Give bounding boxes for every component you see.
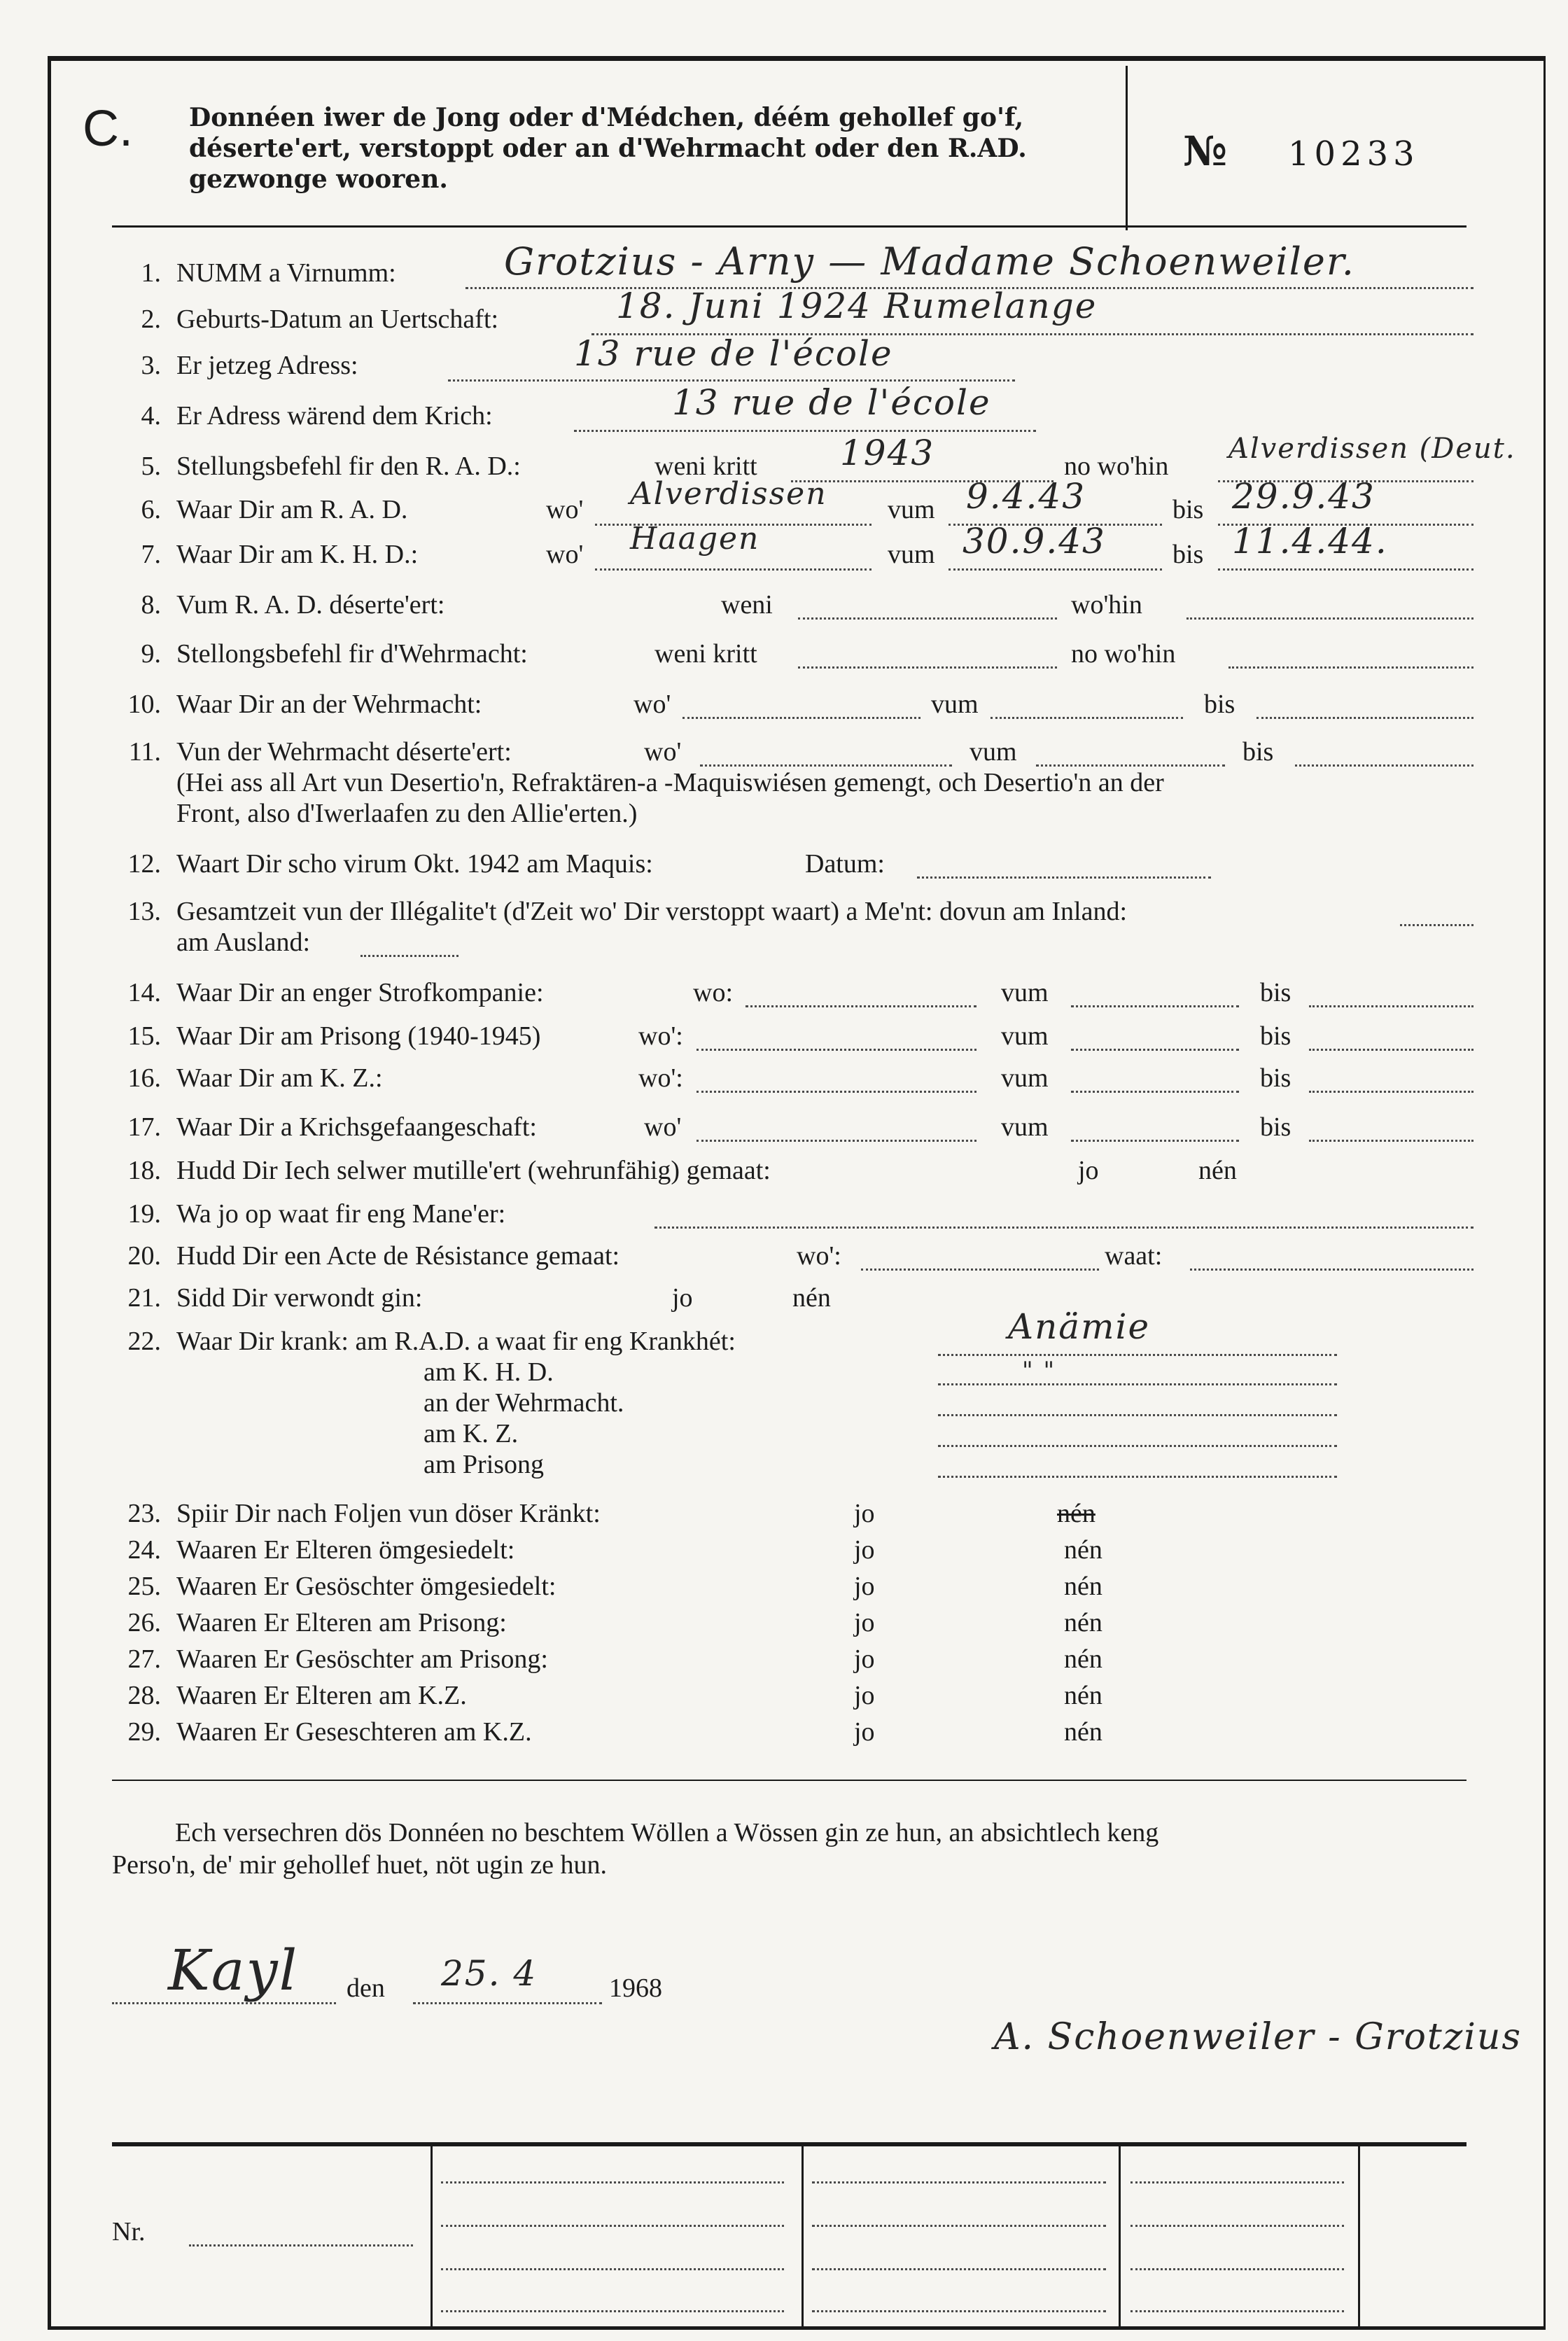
parents-prison-nen[interactable]: nén [1064,1608,1102,1637]
kz-vum-label: vum [1001,1063,1049,1093]
row-8 [105,589,444,620]
rad-vum-label: vum [888,495,935,524]
khd-wo-label: wo' [546,540,584,569]
row-number: 6. [141,495,161,524]
place-value[interactable]: Kayl [168,1938,299,2003]
prisong-vum-label: vum [1001,1021,1049,1051]
footer-divider-2 [802,2142,804,2330]
khd-bis-line [1218,568,1474,571]
row-label: Waar Dir am Prisong (1940-1945) [176,1021,541,1051]
form-title: Donnéen iwer de Jong oder d'Médchen, déém gehollef go'f, déserte'ert, verstoppt oder an d'Wehrmacht oder den R.AD. gezwonge wooren. [189,103,1027,194]
rad-desert-weni-label: weni [721,590,773,620]
footer-line [1130,2225,1344,2227]
footer-line [1130,2181,1344,2183]
row-15 [105,1021,540,1051]
khd-vum-value[interactable]: 30.9.43 [962,521,1106,561]
row-label: Waar Dir a Krichsgefaangeschaft: [176,1112,537,1142]
wounded-jo[interactable]: jo [672,1283,693,1313]
row-number: 11. [128,737,161,767]
strof-vum-line [1071,1005,1239,1007]
rad-order-wohin-label: no wo'hin [1064,452,1169,481]
kz-wo-line [696,1091,976,1093]
krichsgef-wo-label: wo' [644,1112,682,1142]
rad-bis-value[interactable]: 29.9.43 [1232,476,1376,517]
rad-order-wohin-value[interactable]: Alverdissen (Deut. [1228,433,1516,465]
birth-value[interactable]: 18. Juni 1924 Rumelange [616,286,1098,326]
row-number: 23. [127,1499,161,1528]
row-number: 4. [141,401,161,431]
row-number: 15. [127,1021,161,1051]
khd-bis-label: bis [1172,540,1204,569]
illness-sub-kz: am K. Z. [424,1419,519,1448]
desert-wo-line [700,764,952,767]
illness-prisong-line [938,1476,1337,1478]
parents-kz-jo[interactable]: jo [854,1681,875,1710]
siblings-kz-jo[interactable]: jo [854,1717,875,1747]
footer-top-rule [112,2142,1466,2146]
row-label: Waaren Er Gesöschter am Prisong: [176,1644,548,1674]
wehrmacht-vum-line [990,717,1183,719]
strof-vum-label: vum [1001,978,1049,1007]
siblings-kz-nen[interactable]: nén [1064,1717,1102,1747]
kz-bis-label: bis [1260,1063,1292,1093]
declaration-top-rule [112,1780,1466,1781]
row-26 [105,1607,507,1638]
row-number: 28. [127,1681,161,1710]
signature[interactable]: A. Schoenweiler - Grotzius [994,2016,1522,2058]
parents-resettled-nen[interactable]: nén [1064,1535,1102,1565]
row-number: 18. [127,1156,161,1185]
khd-wo-value[interactable]: Haagen [630,521,760,557]
krichsgef-vum-line [1071,1140,1239,1142]
khd-vum-label: vum [888,540,935,569]
wehrmacht-vum-label: vum [931,690,979,719]
row-number: 21. [127,1283,161,1313]
row-17 [105,1112,537,1142]
illness-sub-prisong: am Prisong [424,1450,545,1479]
row-6 [105,494,407,525]
prisong-wo-label: wo': [638,1021,683,1051]
den-label: den [346,1973,385,2003]
row-label: Waar Dir krank: am R.A.D. a waat fir eng Krankhét: [176,1327,736,1356]
footer-line [441,2268,784,2270]
maquis-datum-line [917,876,1211,879]
krichsgef-bis-line [1309,1140,1474,1142]
row-label: Waaren Er Elteren ömgesiedelt: [176,1535,515,1565]
desert-bis-line [1295,764,1474,767]
row-25 [105,1571,556,1602]
prisong-wo-line [696,1049,976,1051]
khd-bis-value[interactable]: 11.4.44. [1232,521,1388,561]
rad-wo-value[interactable]: Alverdissen [630,476,827,512]
desert-wo-label: wo' [644,737,682,767]
row-label: Waaren Er Elteren am K.Z. [176,1681,467,1710]
rad-vum-value[interactable]: 9.4.43 [966,476,1086,517]
illness-rad-value[interactable]: Anämie [1008,1306,1151,1347]
mutilated-jo[interactable]: jo [1078,1156,1099,1185]
krichsgef-vum-label: vum [1001,1112,1049,1142]
row-9 [105,638,528,669]
wehrmacht-order-wohin-label: no wo'hin [1071,639,1176,669]
ausland-label: am Ausland: [176,928,311,957]
prisong-vum-line [1071,1049,1239,1051]
siblings-prison-jo[interactable]: jo [854,1644,875,1674]
inland-line [1400,924,1474,926]
ausland-line [360,955,458,957]
strof-wo-label: wo: [693,978,733,1007]
row-number: 7. [141,540,161,569]
wehrmacht-order-weni-line [798,666,1057,669]
wehrmacht-wo-line [682,717,920,719]
krichsgef-bis-label: bis [1260,1112,1292,1142]
krichsgef-wo-line [696,1140,976,1142]
wehrmacht-order-weni-label: weni kritt [654,639,757,669]
row-22 [105,1326,736,1357]
row-label: Spiir Dir nach Foljen vun döser Kränkt: [176,1499,601,1528]
header-divider [1126,66,1128,230]
row-label: Er Adress wärend dem Krich: [176,401,493,431]
rad-desert-wohin-line [1186,617,1474,620]
row-label: Waaren Er Geseschteren am K.Z. [176,1717,532,1747]
row-29 [105,1717,532,1747]
wehrmacht-order-wohin-line [1228,666,1474,669]
footer-line [812,2225,1106,2227]
row-label: Stellongsbefehl fir d'Wehrmacht: [176,639,528,669]
resistance-waat-label: waat: [1099,1241,1168,1271]
row-label: Wa jo op waat fir eng Mane'er: [176,1199,506,1229]
war-address-value[interactable]: 13 rue de l'école [672,382,991,423]
nr-label: Nr. [112,2217,146,2246]
row-number: 14. [127,978,161,1007]
footer-divider-4 [1358,2142,1360,2330]
strof-wo-line [746,1005,976,1007]
row-number: 19. [127,1199,161,1229]
resistance-waat-line [1190,1269,1474,1271]
row-number: 13. [127,897,161,926]
header-bottom-rule [112,225,1466,228]
row-label: Waaren Er Elteren am Prisong: [176,1608,507,1637]
kz-vum-line [1071,1091,1239,1093]
rad-wo-label: wo' [546,495,584,524]
parents-prison-jo[interactable]: jo [854,1608,875,1637]
row-number: 22. [127,1327,161,1356]
row-24 [105,1535,514,1565]
strof-bis-line [1309,1005,1474,1007]
row-number: 16. [127,1063,161,1093]
row-label: NUMM a Virnumm: [176,258,396,288]
wehrmacht-wo-label: wo' [634,690,671,719]
row-18 [105,1155,771,1186]
kz-bis-line [1309,1091,1474,1093]
row-5 [105,451,521,482]
declaration-line-2: Perso'n, de' mir gehollef huet, nöt ugin ze hun. [112,1850,608,1880]
row-label: Waart Dir scho virum Okt. 1942 am Maquis: [176,849,653,879]
row-10 [105,689,482,720]
row-16 [105,1063,383,1093]
row-number: 2. [141,305,161,334]
footer-line [812,2268,1106,2270]
row-label: Sidd Dir verwondt gin: [176,1283,423,1313]
illness-sub-khd: am K. H. D. [424,1357,554,1387]
row-11 [105,736,512,767]
row-number: 24. [127,1535,161,1565]
row-number: 10. [127,690,161,719]
footer-line [812,2310,1106,2312]
prisong-bis-line [1309,1049,1474,1051]
row-label: Stellungsbefehl fir den R. A. D.: [176,452,521,481]
row-number: 29. [127,1717,161,1747]
date-line [413,2002,602,2004]
footer-divider-3 [1119,2142,1121,2330]
row-label: Hudd Dir Iech selwer mutille'ert (wehrunfähig) gemaat: [176,1156,771,1185]
row-label: Er jetzeg Adress: [176,351,358,380]
row-28 [105,1680,467,1711]
row-label: Geburts-Datum an Uertschaft: [176,305,499,334]
address-value[interactable]: 13 rue de l'école [574,333,893,374]
declaration-line-1: Ech versechren dös Donnéen no beschtem Wöllen a Wössen gin ze hun, an absichtlech keng [175,1818,1159,1847]
footer-divider-1 [430,2142,433,2330]
section-letter: C. [83,101,133,157]
row-label: Waar Dir an der Wehrmacht: [176,690,482,719]
date-value[interactable]: 25. 4 [441,1953,538,1994]
consequences-jo[interactable]: jo [854,1499,875,1528]
wehrmacht-bis-label: bis [1204,690,1236,719]
desertion-note-1: (Hei ass all Art vun Desertio'n, Refraktären-a -Maquiswiésen gemengt, och Desertio'n an der [176,768,1164,797]
war-address-field-line [574,430,1036,432]
manner-line [654,1227,1474,1229]
parents-kz-nen[interactable]: nén [1064,1681,1102,1710]
row-number: 25. [127,1572,161,1601]
rad-bis-label: bis [1172,495,1204,524]
footer-line [1130,2310,1344,2312]
footer-line [441,2181,784,2183]
row-number: 17. [127,1112,161,1142]
desert-vum-label: vum [969,737,1017,767]
row-23 [105,1498,601,1529]
footer-line [441,2225,784,2227]
row-number: 5. [141,452,161,481]
row-2 [105,304,498,335]
parents-resettled-jo[interactable]: jo [854,1535,875,1565]
row-label: Waar Dir am K. H. D.: [176,540,419,569]
row-19 [105,1199,505,1229]
row-label: Waaren Er Gesöschter ömgesiedelt: [176,1572,556,1601]
row-label: Waar Dir am R. A. D. [176,495,408,524]
row-1 [105,258,396,288]
row-label: Vun der Wehrmacht déserte'ert: [176,737,512,767]
row-number: 12. [127,849,161,879]
consequences-nen[interactable]: nén [1057,1499,1096,1528]
resistance-wo-line [861,1269,1120,1271]
footer-line [441,2310,784,2312]
address-field-line [448,379,1015,382]
row-label: Vum R. A. D. déserte'ert: [176,590,445,620]
row-13 [105,896,1127,927]
rad-desert-wohin-label: wo'hin [1071,590,1142,620]
illness-khd-line [938,1383,1337,1385]
row-number: 20. [127,1241,161,1271]
year-value: 1968 [609,1973,662,2003]
row-14 [105,977,544,1008]
rad-desert-weni-line [798,617,1057,620]
illness-sub-wehrmacht: an der Wehrmacht. [424,1388,624,1418]
document-number: 10233 [1288,134,1420,174]
row-number: 3. [141,351,161,380]
number-sign: № [1183,127,1228,175]
row-number: 9. [141,639,161,669]
illness-wehrmacht-line [938,1414,1337,1416]
siblings-resettled-nen[interactable]: nén [1064,1572,1102,1601]
row-20 [105,1241,620,1271]
illness-kz-line [938,1445,1337,1447]
khd-vum-line [948,568,1162,571]
row-27 [105,1644,548,1675]
row-21 [105,1283,422,1313]
desertion-note-2: Front, also d'Iwerlaafen zu den Allie'erten.) [176,799,638,828]
mutilated-nen[interactable]: nén [1198,1156,1237,1185]
illness-khd-value[interactable]: " " [1022,1357,1056,1385]
rad-order-weni-label: weni kritt [654,452,757,481]
siblings-resettled-jo[interactable]: jo [854,1572,875,1601]
row-label: Waar Dir am K. Z.: [176,1063,383,1093]
siblings-prison-nen[interactable]: nén [1064,1644,1102,1674]
nr-line [189,2244,413,2246]
footer-line [1130,2268,1344,2270]
maquis-datum-label: Datum: [805,849,885,879]
row-number: 26. [127,1608,161,1637]
prisong-bis-label: bis [1260,1021,1292,1051]
name-value[interactable]: Grotzius - Arny — Madame Schoenweiler. [504,239,1355,284]
wounded-nen[interactable]: nén [792,1283,831,1313]
row-number: 1. [141,258,161,288]
row-label: Waar Dir an enger Strofkompanie: [176,978,544,1007]
desert-bis-label: bis [1242,737,1274,767]
row-label: Gesamtzeit vun der Illégalite't (d'Zeit wo' Dir verstoppt waart) a Me'nt: dovun am Inland: [176,897,1128,926]
row-label: Hudd Dir een Acte de Résistance gemaat: [176,1241,620,1271]
khd-wo-line [595,568,872,571]
row-3 [105,350,358,381]
row-7 [105,539,418,570]
row-number: 8. [141,590,161,620]
row-12 [105,848,653,879]
strof-bis-label: bis [1260,978,1292,1007]
rad-order-weni-value[interactable]: 1943 [840,433,935,473]
kz-wo-label: wo': [638,1063,683,1093]
footer-line [812,2181,1106,2183]
desert-vum-line [1036,764,1225,767]
wehrmacht-bis-line [1256,717,1474,719]
row-4 [105,400,493,431]
resistance-wo-label: wo': [797,1241,841,1271]
row-number: 27. [127,1644,161,1674]
illness-rad-line [938,1354,1337,1356]
